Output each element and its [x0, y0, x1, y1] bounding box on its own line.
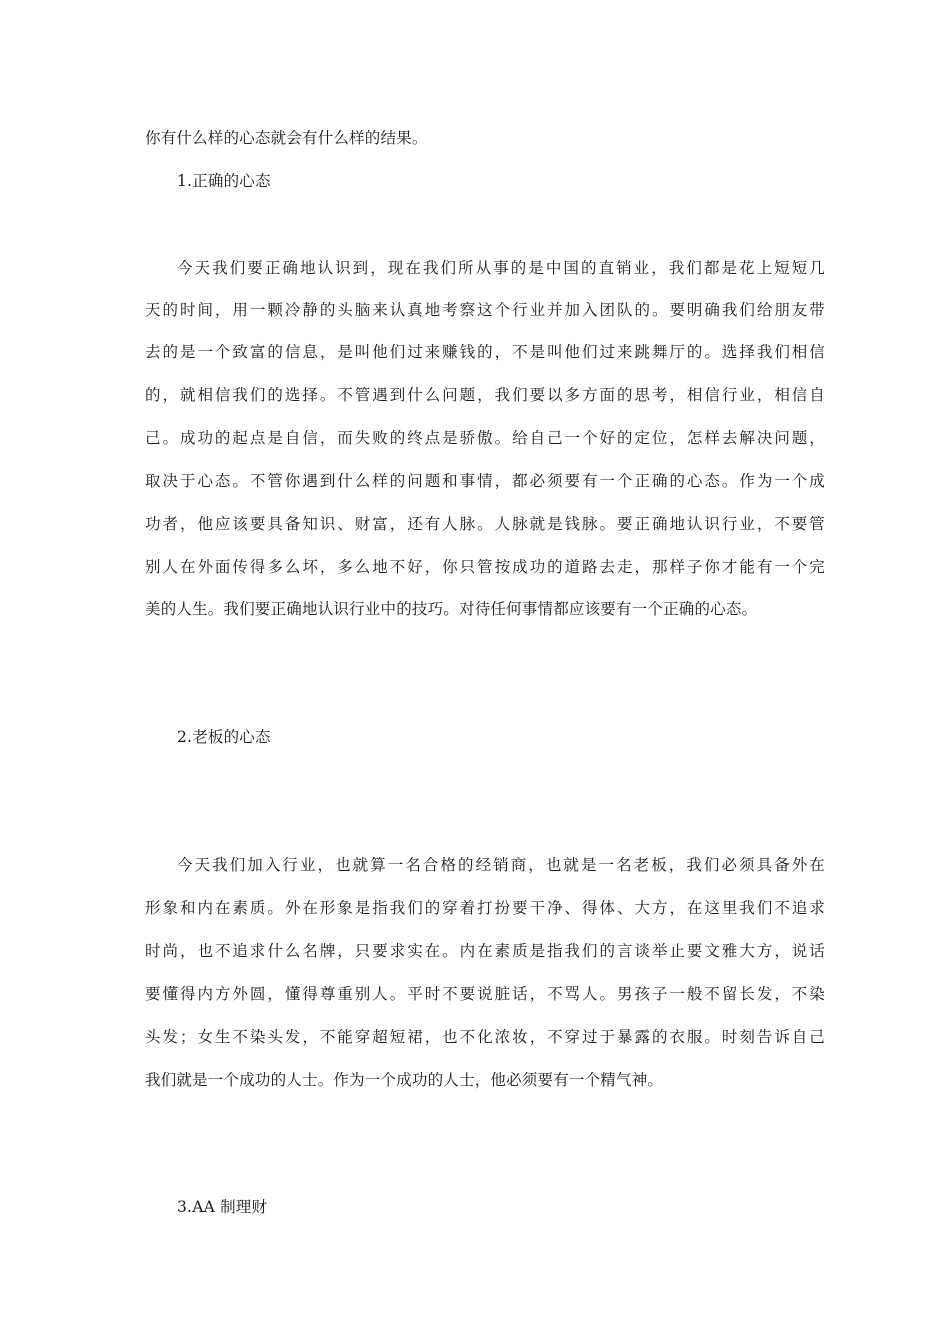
section-2-heading: 2.老板的心态 [177, 728, 271, 746]
paragraph-1-line-9: 美的人生。我们要正确地认识行业中的技巧。对待任何事情都应该要有一个正确的心态。 [145, 600, 758, 618]
paragraph-2-line-4: 要懂得内方外圆，懂得尊重别人。平时不要说脏话，不骂人。男孩子一般不留长发，不染 [145, 985, 825, 1003]
paragraph-1-line-1: 今天我们要正确地认识到，现在我们所从事的是中国的直销业，我们都是花上短短几 [177, 259, 825, 277]
paragraph-1-line-8: 别人在外面传得多么坏，多么地不好，你只管按成功的道路去走，那样子你才能有一个完 [145, 558, 825, 576]
paragraph-1-line-2: 天的时间，用一颗冷静的头脑来认真地考察这个行业并加入团队的。要明确我们给朋友带 [145, 301, 825, 319]
paragraph-2-line-6: 我们就是一个成功的人士。作为一个成功的人士，他必须要有一个精气神。 [145, 1071, 664, 1089]
paragraph-1-line-4: 的，就相信我们的选择。不管遇到什么问题，我们要以多方面的思考，相信行业，相信自 [145, 386, 825, 404]
paragraph-1-line-7: 功者，他应该要具备知识、财富，还有人脉。人脉就是钱脉。要正确地认识行业，不要管 [145, 515, 825, 533]
paragraph-1-line-6: 取决于心态。不管你遇到什么样的问题和事情，都必须要有一个正确的心态。作为一个成 [145, 472, 825, 490]
paragraph-2-line-2: 形象和内在素质。外在形象是指我们的穿着打扮要干净、得体、大方，在这里我们不追求 [145, 899, 825, 917]
paragraph-2-line-3: 时尚，也不追求什么名牌，只要求实在。内在素质是指我们的言谈举止要文雅大方，说话 [145, 942, 825, 960]
section-1-heading: 1.正确的心态 [177, 172, 271, 190]
paragraph-2-line-1: 今天我们加入行业，也就算一名合格的经销商，也就是一名老板，我们必须具备外在 [177, 856, 825, 874]
section-3-heading: 3.AA 制理财 [177, 1198, 268, 1216]
paragraph-1-line-5: 己。成功的起点是自信，而失败的终点是骄傲。给自己一个好的定位，怎样去解决问题， [145, 429, 825, 447]
paragraph-2-line-5: 头发；女生不染头发，不能穿超短裙，也不化浓妆，不穿过于暴露的衣服。时刻告诉自己 [145, 1028, 825, 1046]
intro-text: 你有什么样的心态就会有什么样的结果。 [145, 129, 428, 147]
paragraph-1-line-3: 去的是一个致富的信息，是叫他们过来赚钱的，不是叫他们过来跳舞厅的。选择我们相信 [145, 343, 825, 361]
